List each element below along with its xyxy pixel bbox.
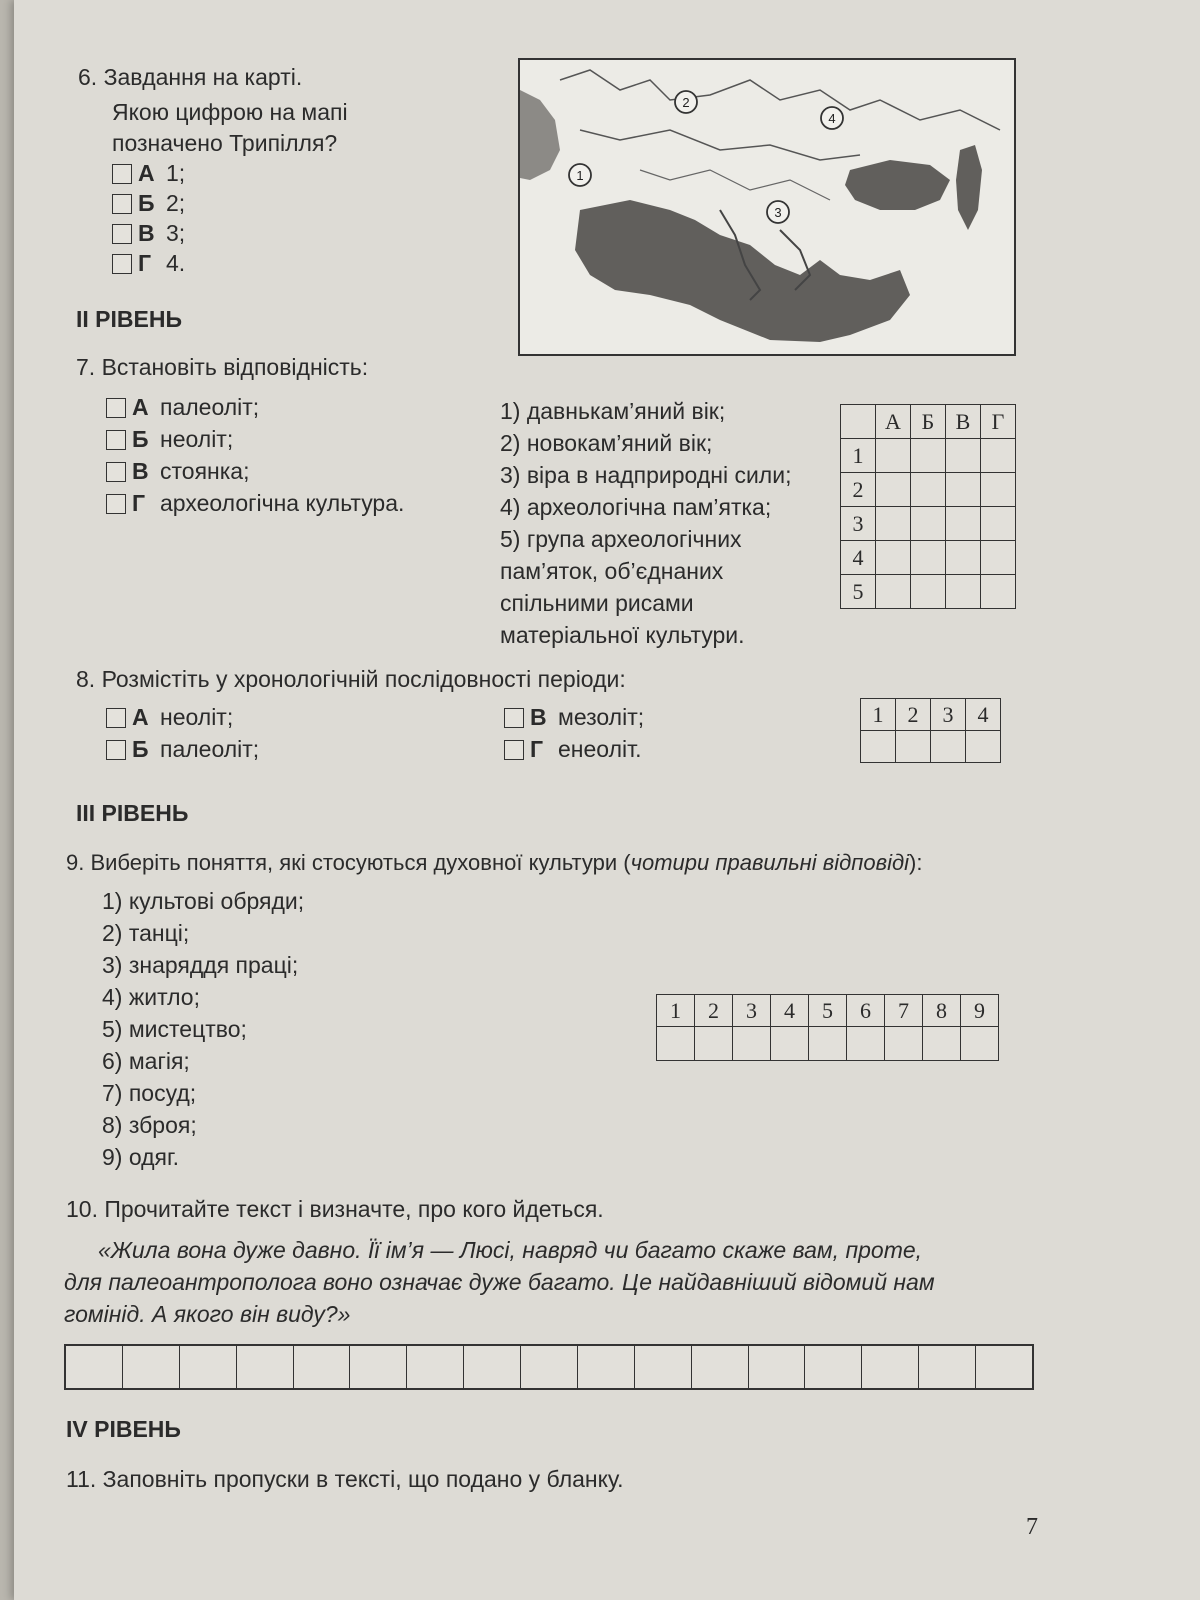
q8-option-a[interactable]: А неоліт;: [106, 702, 233, 732]
q7-left-b[interactable]: Б неоліт;: [106, 424, 233, 454]
grid-col-header: 1: [657, 995, 695, 1027]
grid-cell[interactable]: [911, 439, 946, 473]
grid-cell[interactable]: [861, 731, 896, 763]
grid-cell[interactable]: [876, 473, 911, 507]
map-drawing: [520, 60, 1014, 354]
grid-cell[interactable]: [923, 1027, 961, 1061]
q7-left-d[interactable]: Г археологічна культура.: [106, 488, 404, 518]
grid-col-header: 8: [923, 995, 961, 1027]
q6-question-line2: позначено Трипілля?: [112, 130, 338, 156]
grid-cell[interactable]: [946, 575, 981, 609]
grid-cell[interactable]: [657, 1027, 695, 1061]
atlantic: [520, 90, 560, 180]
q10-quote-line1: «Жила вона дуже давно. Її ім’я — Люсі, навряд чи багато скаже вам, проте,: [98, 1237, 923, 1263]
svg-text:2: 2: [682, 95, 690, 110]
page-number: 7: [1026, 1514, 1038, 1540]
letter-cell[interactable]: [749, 1346, 806, 1388]
level-3-heading: ІІІ РІВЕНЬ: [76, 800, 189, 826]
grid-col-header: 3: [931, 699, 966, 731]
grid-cell[interactable]: [946, 439, 981, 473]
grid-cell[interactable]: [981, 439, 1016, 473]
grid-cell[interactable]: [981, 541, 1016, 575]
letter-cell[interactable]: [66, 1346, 123, 1388]
q6-option-b[interactable]: Б 2;: [112, 188, 185, 218]
q9-item-5: 5) мистецтво;: [102, 1016, 247, 1042]
q11-title: 11. Заповніть пропуски в тексті, що подано у бланку.: [66, 1466, 624, 1492]
q10-answer-field[interactable]: [64, 1344, 1034, 1390]
q7-right-5-line3: спільними рисами: [500, 590, 694, 616]
mediterranean-sea: [575, 200, 910, 342]
grid-cell[interactable]: [946, 507, 981, 541]
q7-left-a[interactable]: А палеоліт;: [106, 392, 259, 422]
grid-cell[interactable]: [966, 731, 1001, 763]
q9-answer-grid: [656, 994, 999, 1061]
black-sea: [845, 160, 950, 210]
level-2-heading: ІІ РІВЕНЬ: [76, 306, 182, 332]
grid-cell[interactable]: [876, 507, 911, 541]
grid-col-header: Б: [911, 405, 946, 439]
letter-cell[interactable]: [350, 1346, 407, 1388]
q7-right-2: 2) новокам’яний вік;: [500, 430, 713, 456]
checkbox[interactable]: [106, 430, 126, 450]
grid-cell[interactable]: [911, 575, 946, 609]
q9-item-4: 4) житло;: [102, 984, 200, 1010]
q6-title: 6. Завдання на карті.: [78, 64, 303, 90]
grid-cell[interactable]: [896, 731, 931, 763]
grid-col-header: 2: [695, 995, 733, 1027]
letter-cell[interactable]: [919, 1346, 976, 1388]
grid-col-header: А: [876, 405, 911, 439]
checkbox[interactable]: [112, 164, 132, 184]
grid-cell[interactable]: [885, 1027, 923, 1061]
marker-3: [767, 201, 789, 223]
grid-row-header: 5: [841, 575, 876, 609]
svg-text:1: 1: [576, 168, 584, 183]
grid-col-header: 3: [733, 995, 771, 1027]
checkbox[interactable]: [106, 708, 126, 728]
grid-col-header: 6: [847, 995, 885, 1027]
grid-cell[interactable]: [695, 1027, 733, 1061]
checkbox[interactable]: [112, 254, 132, 274]
marker-4: [821, 107, 843, 129]
grid-col-header: Г: [981, 405, 1016, 439]
letter-cell[interactable]: [237, 1346, 294, 1388]
grid-col-header: 7: [885, 995, 923, 1027]
checkbox[interactable]: [112, 194, 132, 214]
grid-col-header: 9: [961, 995, 999, 1027]
q9-item-8: 8) зброя;: [102, 1112, 197, 1138]
grid-cell[interactable]: [981, 575, 1016, 609]
grid-cell[interactable]: [847, 1027, 885, 1061]
checkbox[interactable]: [504, 708, 524, 728]
q8-option-b[interactable]: Б палеоліт;: [106, 734, 259, 764]
letter-cell[interactable]: [578, 1346, 635, 1388]
letter-cell[interactable]: [862, 1346, 919, 1388]
grid-cell[interactable]: [771, 1027, 809, 1061]
letter-cell[interactable]: [123, 1346, 180, 1388]
grid-row-header: 3: [841, 507, 876, 541]
q8-option-d[interactable]: Г енеоліт.: [504, 734, 641, 764]
checkbox[interactable]: [106, 398, 126, 418]
grid-col-header: 4: [771, 995, 809, 1027]
grid-row-header: 2: [841, 473, 876, 507]
level-4-heading: ІV РІВЕНЬ: [66, 1416, 181, 1442]
grid-cell[interactable]: [981, 473, 1016, 507]
q7-right-5-line4: матеріальної культури.: [500, 622, 745, 648]
grid-cell[interactable]: [733, 1027, 771, 1061]
letter-cell[interactable]: [976, 1346, 1032, 1388]
q7-right-3: 3) віра в надприродні сили;: [500, 462, 792, 488]
letter-cell[interactable]: [464, 1346, 521, 1388]
q6-option-a[interactable]: А 1;: [112, 158, 185, 188]
q9-item-1: 1) культові обряди;: [102, 888, 305, 914]
q7-right-1: 1) давнькам’яний вік;: [500, 398, 726, 424]
grid-col-header: 4: [966, 699, 1001, 731]
letter-cell[interactable]: [407, 1346, 464, 1388]
letter-cell[interactable]: [805, 1346, 862, 1388]
q8-title: 8. Розмістіть у хронологічній послідовності періоди:: [76, 666, 626, 692]
grid-cell[interactable]: [981, 507, 1016, 541]
grid-cell[interactable]: [946, 541, 981, 575]
q7-right-5-line2: пам’яток, об’єднаних: [500, 558, 724, 584]
grid-cell[interactable]: [876, 575, 911, 609]
grid-row-header: 1: [841, 439, 876, 473]
checkbox[interactable]: [106, 494, 126, 514]
q9-title: 9. Виберіть поняття, які стосуються духовної культури (чотири правильні відповіді):: [66, 850, 923, 875]
q7-title: 7. Встановіть відповідність:: [76, 354, 369, 380]
river-lines-3: [640, 170, 830, 200]
checkbox[interactable]: [112, 224, 132, 244]
svg-text:4: 4: [828, 111, 836, 126]
letter-cell[interactable]: [635, 1346, 692, 1388]
q7-answer-grid: [840, 404, 1016, 609]
q10-title: 10. Прочитайте текст і визначте, про кого йдеться.: [66, 1196, 604, 1222]
q6-option-d[interactable]: Г 4.: [112, 248, 185, 278]
grid-corner: [841, 405, 876, 439]
q6-option-c[interactable]: В 3;: [112, 218, 185, 248]
river-lines-2: [580, 130, 860, 160]
q9-item-7: 7) посуд;: [102, 1080, 197, 1106]
q9-item-9: 9) одяг.: [102, 1144, 179, 1170]
q8-option-c[interactable]: В мезоліт;: [504, 702, 644, 732]
grid-col-header: 2: [896, 699, 931, 731]
marker-2: [675, 91, 697, 113]
grid-cell[interactable]: [946, 473, 981, 507]
worksheet-page: [14, 0, 1200, 1600]
grid-col-header: 5: [809, 995, 847, 1027]
q8-answer-grid: [860, 698, 1001, 763]
grid-cell[interactable]: [931, 731, 966, 763]
grid-row-header: 4: [841, 541, 876, 575]
grid-cell[interactable]: [961, 1027, 999, 1061]
grid-col-header: В: [946, 405, 981, 439]
marker-1: [569, 164, 591, 186]
q9-item-3: 3) знаряддя праці;: [102, 952, 299, 978]
grid-col-header: 1: [861, 699, 896, 731]
grid-cell[interactable]: [809, 1027, 847, 1061]
grid-cell[interactable]: [911, 507, 946, 541]
letter-cell[interactable]: [180, 1346, 237, 1388]
q6-question-line1: Якою цифрою на мапі: [112, 99, 348, 125]
river-lines: [560, 70, 1000, 130]
checkbox[interactable]: [106, 740, 126, 760]
grid-cell[interactable]: [911, 473, 946, 507]
svg-text:3: 3: [774, 205, 782, 220]
letter-cell[interactable]: [294, 1346, 351, 1388]
grid-cell[interactable]: [876, 439, 911, 473]
grid-cell[interactable]: [911, 541, 946, 575]
letter-cell[interactable]: [692, 1346, 749, 1388]
checkbox[interactable]: [504, 740, 524, 760]
checkbox[interactable]: [106, 462, 126, 482]
caspian-sea: [956, 145, 982, 230]
letter-cell[interactable]: [521, 1346, 578, 1388]
q10-quote-line3: гомінід. А якого він виду?»: [64, 1301, 351, 1327]
q9-item-6: 6) магія;: [102, 1048, 190, 1074]
q7-right-5-line1: 5) група археологічних: [500, 526, 742, 552]
q7-right-4: 4) археологічна пам’ятка;: [500, 494, 772, 520]
q10-quote-line2: для палеоантрополога воно означає дуже багато. Це найдавніший відомий нам: [64, 1269, 935, 1295]
q9-item-2: 2) танці;: [102, 920, 190, 946]
grid-cell[interactable]: [876, 541, 911, 575]
map-europe: [518, 58, 1016, 356]
q7-left-c[interactable]: В стоянка;: [106, 456, 249, 486]
